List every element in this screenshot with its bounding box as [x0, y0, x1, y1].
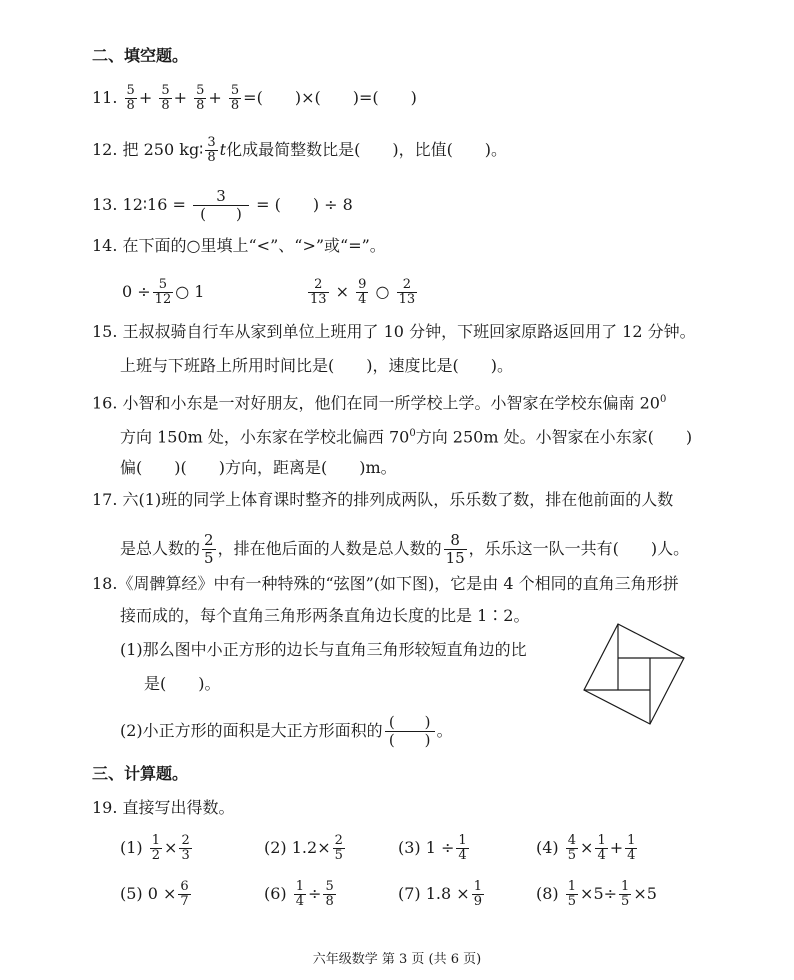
question-11: 11. $\frac{5}{8}$ + $\frac{5}{8}$ + $\frac{5}{8}$ + $\frac{5}{8}$ =( )×( )=( ) [92, 83, 417, 113]
compare-circle: ○ [375, 282, 390, 301]
comparison-left: 0 ÷ $\frac{5}{12}$ ○ 1 [122, 277, 205, 307]
calc-item-3: (3) 1 ÷ $\frac{1}{4}$ [398, 833, 467, 863]
calc-item-6: (6) $\frac{1}{4}$ ÷ $\frac{5}{8}$ [264, 879, 334, 909]
calc-item-8: (8) $\frac{1}{5}$ ×5÷ $\frac{1}{5}$ ×5 [536, 879, 657, 909]
fraction: $\frac{2}{13}$ [310, 277, 327, 307]
question-12: 12. 把 250 kg∶ $\frac{3}{8}$ t化成最简整数比是( )，比值( )。 [92, 135, 508, 165]
page-footer: 六年级数学 第 3 页 (共 6 页) [312, 952, 482, 967]
question-number: 11. [92, 88, 118, 107]
xian-diagram [582, 622, 686, 726]
fraction: $\frac{2}{5}$ [204, 531, 214, 567]
question-19: 19. 直接写出得数。 [92, 798, 235, 817]
fraction: $\frac{2}{13}$ [398, 277, 416, 307]
question-16-line2: 方向 150m 处，小东家在学校北偏西 $70^0$方向 250m 处。小智家在小东家( ) [120, 427, 693, 447]
fraction: $\frac{8}{15}$ [445, 531, 465, 567]
calc-item-1: (1) $\frac{1}{2}$ × $\frac{2}{3}$ [120, 833, 190, 863]
calc-item-7: (7) 1.8 × $\frac{1}{9}$ [398, 879, 482, 909]
question-18-part1: (1)那么图中小正方形的边长与直角三角形较短直角边的比 [120, 640, 527, 659]
section-2-title: 二、填空题。 [92, 46, 189, 65]
question-18-part2: (2)小正方形的面积是大正方形面积的 $\frac{( )}{( )}$ 。 [120, 713, 453, 749]
fraction: $\frac{5}{12}$ [154, 277, 172, 307]
calc-item-2: (2) 1.2× $\frac{2}{5}$ [264, 833, 343, 863]
question-15-line2: 上班与下班路上所用时间比是( )，速度比是( )。 [120, 356, 513, 375]
outer-square [584, 624, 684, 724]
fraction: $\frac{5}{8}$ [196, 83, 205, 113]
question-18-line2: 接而成的，每个直角三角形两条直角边长度的比是 1∶2。 [120, 606, 530, 625]
fraction: $\frac{5}{8}$ [161, 83, 170, 113]
question-15-line1: 15. 王叔叔骑自行车从家到单位上班用了 10 分钟，下班回家原路返回用了 12 分钟。 [92, 322, 696, 341]
question-13: 13. 12∶16 = $\frac{3}{( )}$ = ( ) ÷ 8 [92, 187, 353, 223]
calc-item-5: (5) 0 × $\frac{6}{7}$ [120, 879, 189, 909]
fraction: $\frac{3}{8}$ [207, 135, 216, 165]
fraction: $\frac{9}{4}$ [358, 277, 367, 307]
section-3-title: 三、计算题。 [92, 764, 189, 783]
comparison-right: $\frac{2}{13}$ × $\frac{9}{4}$ ○ $\frac{2}{13}$ [310, 277, 416, 307]
question-18-line1: 18.《周髀算经》中有一种特殊的“弦图”(如下图)，它是由 4 个相同的直角三角形拼 [92, 574, 679, 593]
question-17-line1: 17. 六(1)班的同学上体育课时整齐的排列成两队，乐乐数了数，排在他前面的人数 [92, 490, 674, 509]
question-14: 14. 在下面的○里填上“<”、“>”或“=”。 [92, 236, 386, 255]
question-17-line2: 是总人数的 $\frac{2}{5}$ ，排在他后面的人数是总人数的 $\frac{8}{15}$ ，乐乐这一队一共有( )人。 [120, 531, 690, 567]
fraction: $\frac{3}{( )}$ [193, 188, 249, 223]
question-16-line3: 偏( )( )方向，距离是( )m。 [120, 458, 397, 477]
fraction: $\frac{5}{8}$ [230, 83, 240, 113]
question-18-part1-answer: 是( )。 [144, 674, 221, 693]
fraction: $\frac{5}{8}$ [126, 83, 135, 113]
calc-item-4: (4) $\frac{4}{5}$ × $\frac{1}{4}$ + $\frac{1}{4}$ [536, 833, 636, 863]
question-16-line1: 16. 小智和小东是一对好朋友，他们在同一所学校上学。小智家在学校东偏南 $20^0$ [92, 393, 667, 413]
fraction-blank: $\frac{( )}{( )}$ [385, 714, 435, 749]
answer-blanks: =( )×( )=( ) [243, 88, 417, 107]
